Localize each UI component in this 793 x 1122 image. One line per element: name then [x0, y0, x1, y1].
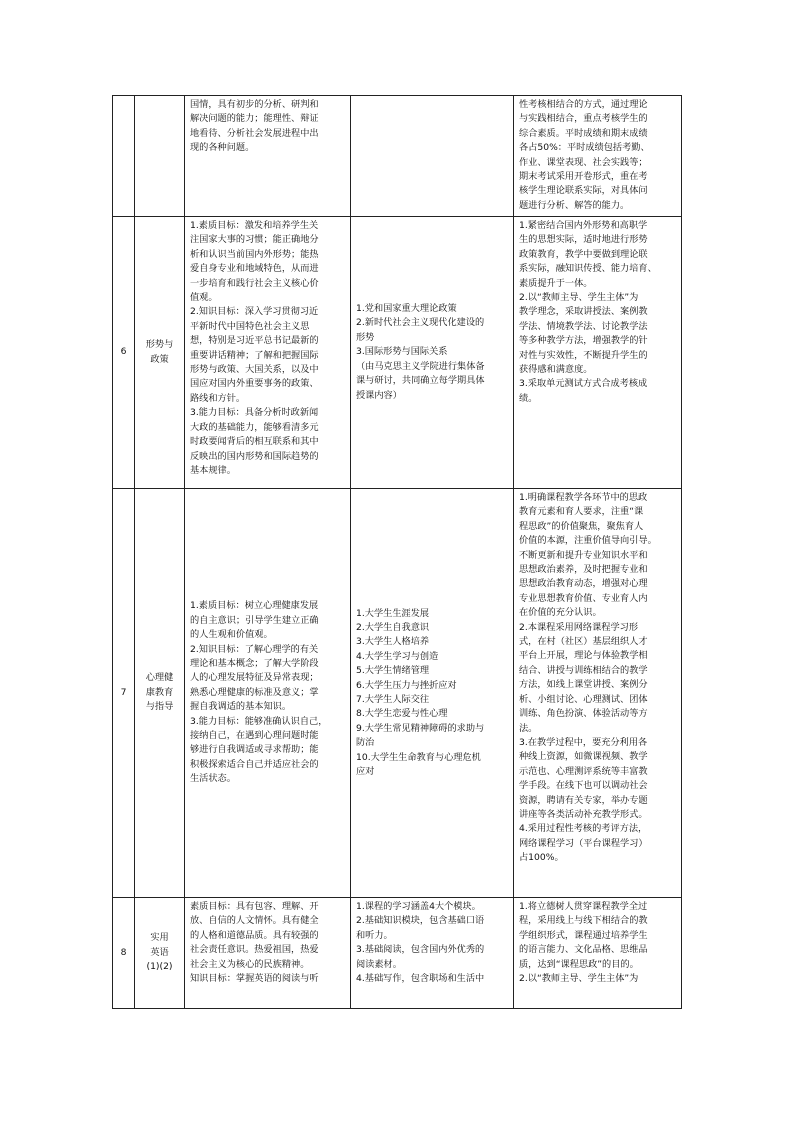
teaching-requirements: 1.明确课程教学各环节中的思政 教育元素和育人要求，注重“课 程思政”的价值聚焦，聚焦育人 价值的本源，注重价值导向引导。 不断更新和提升专业知识水平和 思想政治素养，及时把握专业和 思想政治教育动态，增强对心理 专业思想教育价值、专业育人内 在价值的充分认识。 2.本课程采用网络课程学习形 式，在村（社区）基层组织人才 平台上开展，理论与体验教学相 结合、讲授与训练相结合的教学 方法，如线上课堂讲授、案例分 析、小组讨论、心理测试、团体 训练、角色扮演、体验活动等方 法。 3.在教学过程中，要充分利用各 种线上资源，如微课视频、教学 示范也、心理测评系统等丰富教 学手段。在线下也可以调动社会 资源，聘请有关专家，举办专题 讲座等各类活动补充教学形式。 4.采用过程性考核的考评方法， 网络课程学习（平台课程学习） 占100%。	[514, 489, 682, 898]
course-objectives: 1.素质目标：激发和培养学生关 注国家大事的习惯；能正确地分 析和认识当前国内外形势；能热 爱自身专业和地域特色，从而进 一步培育和践行社会主义核心价 值观。 2.知识目标：深入学习贯彻习近 平新时代中国特色社会主义思 想，特别是习近平总书记最新的 重要讲话精神；了解和把握国际 形势与政策、大国关系，以及中 国应对国内外重要事务的政策、 路线和方针。 3.能力目标：具备分析时政新闻 大政的基础能力，能够看清多元 时政要闻背后的相互联系和其中 反映出的国内形势和国际趋势的 基本规律。	[185, 217, 351, 489]
course-standards-table	[112, 95, 682, 1009]
course-content: 1.课程的学习涵盖4大个模块。 2.基础知识模块，包含基础口语 和听力。 3.基础阅读，包含国内外优秀的 阅读素材。 4.基础写作，包含职场和生活中	[351, 898, 514, 1009]
table-row	[113, 217, 682, 489]
course-name: 形势与 政策	[135, 217, 185, 489]
table-row	[113, 898, 682, 1009]
course-content	[351, 96, 514, 217]
course-name: 心理健 康教育 与指导	[135, 489, 185, 898]
row-number: 6	[113, 217, 135, 489]
course-objectives: 素质目标：具有包容、理解、开 放、自信的人文情怀。具有健全 的人格和道德品质。具有较强的 社会责任意识。热爱祖国，热爱 社会主义为核心的民族精神。 知识目标：掌握英语的阅读与听	[185, 898, 351, 1009]
row-number	[113, 96, 135, 217]
teaching-requirements: 性考核相结合的方式，通过理论 与实践相结合，重点考核学生的 综合素质。平时成绩和期末成绩 各占50%：平时成绩包括考勤、 作业、课堂表现、社会实践等； 期末考试采用开卷形式，重在考 核学生理论联系实际，对具体问 题进行分析、解答的能力。	[514, 96, 682, 217]
row-number: 8	[113, 898, 135, 1009]
course-objectives: 1.素质目标：树立心理健康发展 的自主意识；引导学生建立正确 的人生观和价值观。 2.知识目标：了解心理学的有关 理论和基本概念；了解大学阶段 人的心理发展特征及异常表现； 熟悉心理健康的标准及意义；掌 握自我调适的基本知识。 3.能力目标：能够准确认识自己， 接纳自己，在遇到心理问题时能 够进行自我调适或寻求帮助；能 积极探索适合自己并适应社会的 生活状态。	[185, 489, 351, 898]
table-row	[113, 96, 682, 217]
teaching-requirements: 1.紧密结合国内外形势和高职学 生的思想实际，适时地进行形势 政策教育，教学中要做到理论联 系实际，融知识传授、能力培育、 素质提升于一体。 2.以“教师主导、学生主体”为 教学理念，采取讲授法、案例教 学法、情境教学法、讨论教学法 等多种教学方法，增强教学的针 对性与实效性，不断提升学生的 获得感和满意度。 3.采取单元测试方式合成考核成 绩。	[514, 217, 682, 489]
course-content: 1.大学生生涯发展 2.大学生自我意识 3.大学生人格培养 4.大学生学习与创造 5.大学生情绪管理 6.大学生压力与挫折应对 7.大学生人际交往 8.大学生恋爱与性心理 9.大学生常见精神障碍的求助与 防治 10.大学生生命教育与心理危机 应对	[351, 489, 514, 898]
table-row	[113, 489, 682, 898]
course-content: 1.党和国家重大理论政策 2.新时代社会主义现代化建设的 形势 3.国际形势与国际关系 （由马克思主义学院进行集体备 课与研讨，共同确立每学期具体 授课内容）	[351, 217, 514, 489]
row-number: 7	[113, 489, 135, 898]
course-objectives: 国情，具有初步的分析、研判和 解决问题的能力；能理性、辩证 地看待、分析社会发展进程中出 现的各种问题。	[185, 96, 351, 217]
teaching-requirements: 1.将立德树人贯穿课程教学全过 程，采用线上与线下相结合的教 学组织形式，课程通过培养学生 的语言能力、文化品格、思维品 质，达到“课程思政”的目的。 2.以“教师主导、学生主体”为	[514, 898, 682, 1009]
course-name	[135, 96, 185, 217]
course-name: 实用 英语 (1)(2)	[135, 898, 185, 1009]
